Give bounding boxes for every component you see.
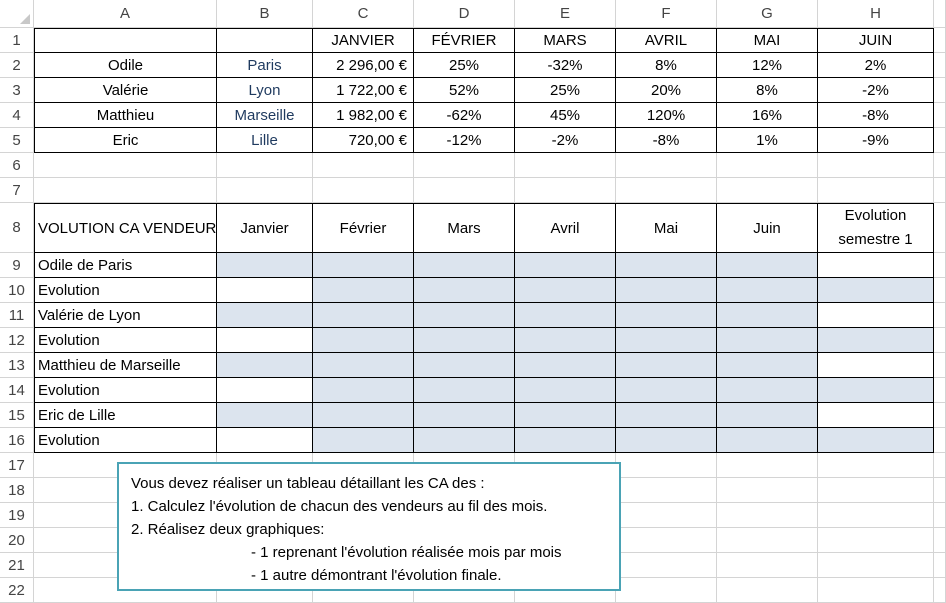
month-percent[interactable]: -2% [515, 128, 616, 153]
evolution-value-cell[interactable] [313, 428, 414, 453]
month-percent[interactable]: 1% [717, 128, 818, 153]
grid-cell[interactable] [717, 478, 818, 503]
grid-cell[interactable] [934, 378, 946, 403]
evolution-row-label[interactable]: Eric de Lille [34, 403, 217, 428]
evolution-value-cell[interactable] [217, 403, 313, 428]
seller-city[interactable]: Lyon [217, 78, 313, 103]
seller-name[interactable]: Eric [34, 128, 217, 153]
month-percent[interactable]: -8% [616, 128, 717, 153]
evolution-value-cell[interactable] [313, 353, 414, 378]
grid-cell[interactable] [515, 153, 616, 178]
row-header-16[interactable]: 16 [0, 428, 34, 453]
grid-cell[interactable] [717, 553, 818, 578]
evolution-month-1[interactable]: Janvier [217, 203, 313, 253]
month-percent[interactable]: 2% [818, 53, 934, 78]
evolution-row-label[interactable]: Odile de Paris [34, 253, 217, 278]
seller-city[interactable]: Marseille [217, 103, 313, 128]
grid-cell[interactable] [934, 203, 946, 253]
row-header-9[interactable]: 9 [0, 253, 34, 278]
january-ca[interactable]: 720,00 € [313, 128, 414, 153]
evolution-row-label[interactable]: Evolution [34, 378, 217, 403]
cell-b1[interactable] [217, 28, 313, 53]
row-header-17[interactable]: 17 [0, 453, 34, 478]
grid-cell[interactable] [313, 178, 414, 203]
column-header-h[interactable]: H [818, 0, 934, 28]
grid-cell[interactable] [934, 53, 946, 78]
evolution-value-cell[interactable] [616, 403, 717, 428]
row-header-15[interactable]: 15 [0, 403, 34, 428]
evolution-row-label[interactable]: Matthieu de Marseille [34, 353, 217, 378]
evolution-value-cell[interactable] [717, 428, 818, 453]
grid-cell[interactable] [934, 453, 946, 478]
column-header-f[interactable]: F [616, 0, 717, 28]
evolution-value-cell[interactable] [717, 378, 818, 403]
month-percent[interactable]: 20% [616, 78, 717, 103]
note-line-3: 2. Réalisez deux graphiques: [131, 521, 325, 538]
evolution-month-6[interactable]: Juin [717, 203, 818, 253]
evolution-value-cell[interactable] [717, 303, 818, 328]
evolution-value-cell[interactable] [217, 253, 313, 278]
cell-a1[interactable] [34, 28, 217, 53]
evolution-value-cell[interactable] [217, 353, 313, 378]
january-ca[interactable]: 1 722,00 € [313, 78, 414, 103]
month-header-1[interactable]: JANVIER [313, 28, 414, 53]
evolution-value-cell[interactable] [515, 278, 616, 303]
evolution-value-cell[interactable] [217, 378, 313, 403]
evolution-value-cell[interactable] [313, 303, 414, 328]
evolution-value-cell[interactable] [313, 328, 414, 353]
evolution-value-cell[interactable] [515, 328, 616, 353]
grid-cell[interactable] [818, 553, 934, 578]
grid-cell[interactable] [934, 403, 946, 428]
grid-cell[interactable] [934, 78, 946, 103]
january-ca[interactable]: 1 982,00 € [313, 103, 414, 128]
evolution-value-cell[interactable] [515, 353, 616, 378]
column-header-e[interactable]: E [515, 0, 616, 28]
grid-cell[interactable] [934, 178, 946, 203]
note-line-4: - 1 reprenant l'évolution réalisée mois par mois [251, 544, 562, 561]
row-header-19[interactable]: 19 [0, 503, 34, 528]
month-percent[interactable]: -62% [414, 103, 515, 128]
row-header-4[interactable]: 4 [0, 103, 34, 128]
row-header-21[interactable]: 21 [0, 553, 34, 578]
grid-cell[interactable] [616, 503, 717, 528]
evolution-row-label[interactable]: Evolution [34, 328, 217, 353]
grid-cell[interactable] [717, 503, 818, 528]
evolution-row-label[interactable]: Evolution [34, 278, 217, 303]
grid-cell[interactable] [934, 153, 946, 178]
column-header-g[interactable]: G [717, 0, 818, 28]
evolution-value-cell[interactable] [818, 328, 934, 353]
grid-cell[interactable] [934, 278, 946, 303]
january-ca[interactable]: 2 296,00 € [313, 53, 414, 78]
grid-cell[interactable] [217, 153, 313, 178]
grid-cell[interactable] [818, 578, 934, 603]
row-header-6[interactable]: 6 [0, 153, 34, 178]
column-header-b[interactable]: B [217, 0, 313, 28]
grid-cell[interactable] [934, 128, 946, 153]
seller-name[interactable]: Matthieu [34, 103, 217, 128]
grid-cell[interactable] [616, 528, 717, 553]
month-percent[interactable]: 52% [414, 78, 515, 103]
grid-cell[interactable] [414, 178, 515, 203]
evolution-value-cell[interactable] [818, 428, 934, 453]
month-percent[interactable]: 8% [717, 78, 818, 103]
row-header-2[interactable]: 2 [0, 53, 34, 78]
row-header-11[interactable]: 11 [0, 303, 34, 328]
grid-cell[interactable] [34, 153, 217, 178]
evolution-value-cell[interactable] [616, 303, 717, 328]
grid-cell[interactable] [934, 553, 946, 578]
seller-city[interactable]: Lille [217, 128, 313, 153]
row-header-18[interactable]: 18 [0, 478, 34, 503]
evolution-value-cell[interactable] [414, 428, 515, 453]
grid-cell[interactable] [717, 453, 818, 478]
grid-cell[interactable] [818, 153, 934, 178]
evolution-value-cell[interactable] [818, 403, 934, 428]
row-header-1[interactable]: 1 [0, 28, 34, 53]
grid-cell[interactable] [934, 303, 946, 328]
grid-cell[interactable] [934, 253, 946, 278]
evolution-value-cell[interactable] [818, 253, 934, 278]
seller-name[interactable]: Odile [34, 53, 217, 78]
month-header-6[interactable]: JUIN [818, 28, 934, 53]
month-header-2[interactable]: FÉVRIER [414, 28, 515, 53]
instructions-textbox[interactable] [117, 462, 621, 591]
evolution-value-cell[interactable] [616, 378, 717, 403]
evolution-value-cell[interactable] [414, 253, 515, 278]
evolution-value-cell[interactable] [616, 428, 717, 453]
seller-city[interactable]: Paris [217, 53, 313, 78]
evolution-row-label[interactable]: Evolution [34, 428, 217, 453]
semester-header-line: Evolution [844, 207, 907, 224]
grid-cell[interactable] [616, 453, 717, 478]
grid-cell[interactable] [616, 578, 717, 603]
grid-cell[interactable] [934, 328, 946, 353]
evolution-month-2[interactable]: Février [313, 203, 414, 253]
row-header-5[interactable]: 5 [0, 128, 34, 153]
evolution-value-cell[interactable] [818, 378, 934, 403]
evolution-value-cell[interactable] [313, 403, 414, 428]
evolution-value-cell[interactable] [313, 378, 414, 403]
evolution-month-4[interactable]: Avril [515, 203, 616, 253]
evolution-value-cell[interactable] [217, 278, 313, 303]
evolution-value-cell[interactable] [515, 403, 616, 428]
evolution-value-cell[interactable] [414, 378, 515, 403]
note-line-1: Vous devez réaliser un tableau détaillant les CA des : [131, 475, 485, 492]
evolution-value-cell[interactable] [414, 278, 515, 303]
grid-cell[interactable] [717, 528, 818, 553]
evolution-value-cell[interactable] [515, 303, 616, 328]
month-header-3[interactable]: MARS [515, 28, 616, 53]
grid-cell[interactable] [616, 153, 717, 178]
evolution-month-3[interactable]: Mars [414, 203, 515, 253]
row-header-7[interactable]: 7 [0, 178, 34, 203]
semester-evolution-header[interactable] [818, 203, 934, 253]
grid-cell[interactable] [934, 353, 946, 378]
seller-name[interactable]: Valérie [34, 78, 217, 103]
evolution-row-label[interactable]: Valérie de Lyon [34, 303, 217, 328]
grid-cell[interactable] [717, 178, 818, 203]
month-header-5[interactable]: MAI [717, 28, 818, 53]
evolution-value-cell[interactable] [717, 253, 818, 278]
grid-cell[interactable] [217, 178, 313, 203]
evolution-value-cell[interactable] [515, 428, 616, 453]
grid-cell[interactable] [934, 503, 946, 528]
evolution-value-cell[interactable] [717, 353, 818, 378]
semester-header-line: semestre 1 [838, 231, 913, 248]
evolution-value-cell[interactable] [313, 278, 414, 303]
note-line-2: 1. Calculez l'évolution de chacun des vendeurs au fil des mois. [131, 498, 548, 515]
row-header-3[interactable]: 3 [0, 78, 34, 103]
grid-cell[interactable] [717, 153, 818, 178]
grid-cell[interactable] [616, 178, 717, 203]
evolution-value-cell[interactable] [414, 353, 515, 378]
month-percent[interactable]: -32% [515, 53, 616, 78]
grid-cell[interactable] [616, 553, 717, 578]
grid-cell[interactable] [818, 178, 934, 203]
evolution-value-cell[interactable] [616, 278, 717, 303]
month-percent[interactable]: -2% [818, 78, 934, 103]
evolution-value-cell[interactable] [818, 278, 934, 303]
evolution-value-cell[interactable] [717, 328, 818, 353]
month-percent[interactable]: 12% [717, 53, 818, 78]
grid-cell[interactable] [34, 178, 217, 203]
evolution-value-cell[interactable] [313, 253, 414, 278]
evolution-value-cell[interactable] [818, 353, 934, 378]
evolution-value-cell[interactable] [717, 278, 818, 303]
grid-cell[interactable] [818, 478, 934, 503]
evolution-table-title[interactable]: VOLUTION CA VENDEUR [34, 203, 217, 253]
month-percent[interactable]: -8% [818, 103, 934, 128]
row-header-12[interactable]: 12 [0, 328, 34, 353]
column-header-next[interactable] [934, 0, 946, 28]
grid-cell[interactable] [934, 478, 946, 503]
evolution-value-cell[interactable] [616, 253, 717, 278]
grid-cell[interactable] [515, 178, 616, 203]
row-header-14[interactable]: 14 [0, 378, 34, 403]
grid-cell[interactable] [934, 578, 946, 603]
column-header-a[interactable]: A [34, 0, 217, 28]
evolution-value-cell[interactable] [217, 428, 313, 453]
row-header-13[interactable]: 13 [0, 353, 34, 378]
month-percent[interactable]: -9% [818, 128, 934, 153]
grid-cell[interactable] [934, 428, 946, 453]
evolution-value-cell[interactable] [616, 328, 717, 353]
month-percent[interactable]: 25% [414, 53, 515, 78]
month-percent[interactable]: 120% [616, 103, 717, 128]
month-percent[interactable]: 45% [515, 103, 616, 128]
month-header-4[interactable]: AVRIL [616, 28, 717, 53]
grid-cell[interactable] [313, 153, 414, 178]
grid-cell[interactable] [818, 503, 934, 528]
grid-cell[interactable] [934, 28, 946, 53]
month-percent[interactable]: 8% [616, 53, 717, 78]
grid-cell[interactable] [934, 103, 946, 128]
evolution-value-cell[interactable] [616, 353, 717, 378]
month-percent[interactable]: 25% [515, 78, 616, 103]
evolution-value-cell[interactable] [414, 303, 515, 328]
row-header-22[interactable]: 22 [0, 578, 34, 603]
grid-cell[interactable] [717, 578, 818, 603]
evolution-value-cell[interactable] [217, 328, 313, 353]
column-header-d[interactable]: D [414, 0, 515, 28]
evolution-month-5[interactable]: Mai [616, 203, 717, 253]
evolution-value-cell[interactable] [515, 253, 616, 278]
evolution-value-cell[interactable] [217, 303, 313, 328]
grid-cell[interactable] [616, 478, 717, 503]
select-all-corner[interactable] [0, 0, 34, 28]
evolution-value-cell[interactable] [515, 378, 616, 403]
evolution-value-cell[interactable] [818, 303, 934, 328]
month-percent[interactable]: 16% [717, 103, 818, 128]
row-header-8[interactable]: 8 [0, 203, 34, 253]
row-header-10[interactable]: 10 [0, 278, 34, 303]
grid-cell[interactable] [818, 453, 934, 478]
grid-cell[interactable] [934, 528, 946, 553]
evolution-value-cell[interactable] [414, 403, 515, 428]
row-header-20[interactable]: 20 [0, 528, 34, 553]
note-line-5: - 1 autre démontrant l'évolution finale. [251, 567, 502, 584]
grid-cell[interactable] [818, 528, 934, 553]
evolution-value-cell[interactable] [414, 328, 515, 353]
evolution-value-cell[interactable] [717, 403, 818, 428]
grid-cell[interactable] [414, 153, 515, 178]
month-percent[interactable]: -12% [414, 128, 515, 153]
column-header-c[interactable]: C [313, 0, 414, 28]
